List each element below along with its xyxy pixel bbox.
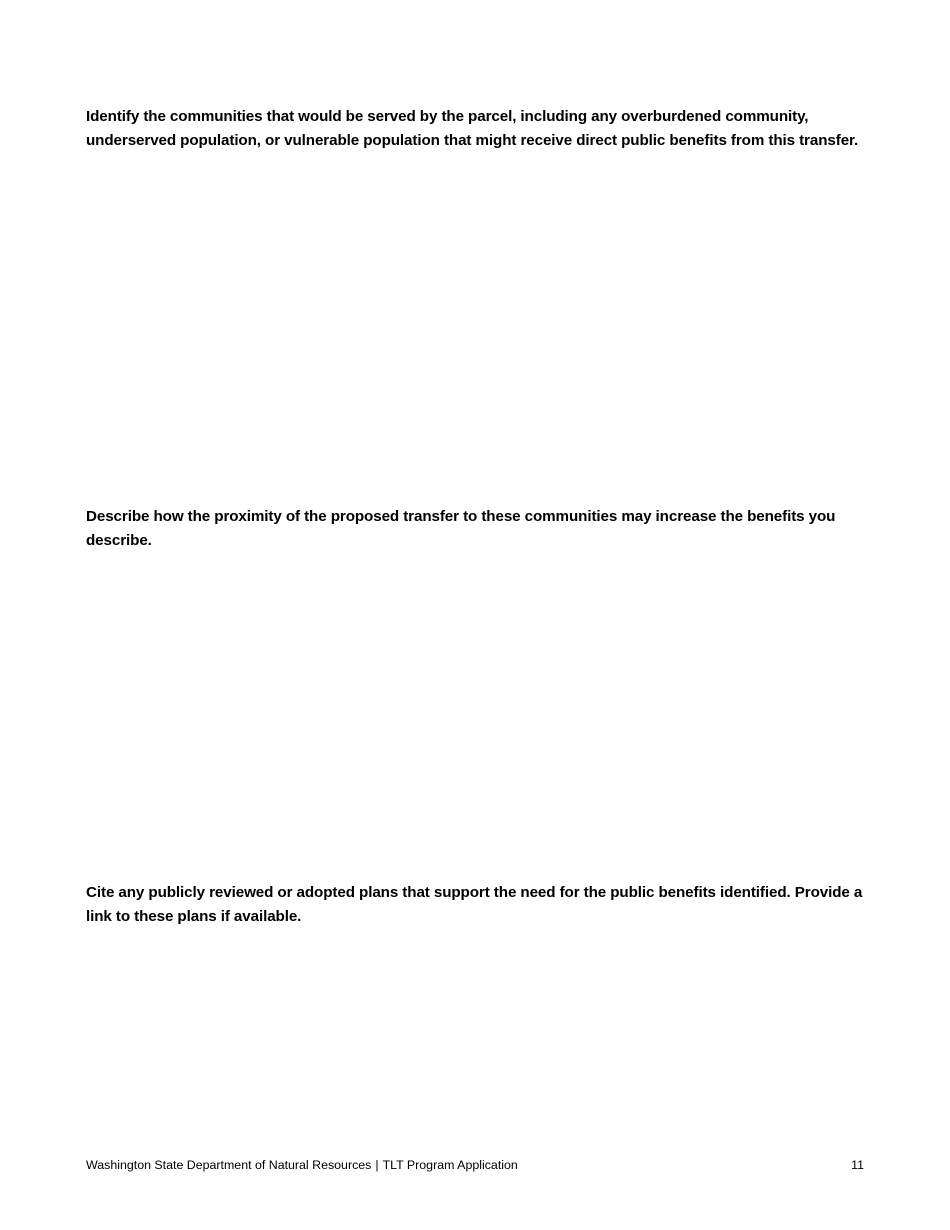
footer-left (86, 1156, 518, 1174)
answer-area-communities-served[interactable] (86, 180, 868, 490)
answer-area-proximity-benefits[interactable] (86, 556, 868, 866)
footer-organization: Washington State Department of Natural Resources (86, 1158, 372, 1172)
page-number: 11 (851, 1158, 864, 1172)
page-footer (86, 1156, 864, 1174)
question-supporting-plans: Cite any publicly reviewed or adopted plans that support the need for the public benefits identified. Provide a link to these plans if available. (86, 884, 863, 925)
answer-area-supporting-plans[interactable] (86, 932, 868, 1132)
question-proximity-benefits: Describe how the proximity of the proposed transfer to these communities may increase the benefits you describe. (86, 508, 836, 549)
footer-document-title: TLT Program Application (382, 1158, 518, 1172)
question-communities-served: Identify the communities that would be served by the parcel, including any overburdened community, underserved population, or vulnerable population that might receive direct public benefits from this transfer. (86, 108, 859, 149)
footer-separator: | (375, 1158, 379, 1172)
